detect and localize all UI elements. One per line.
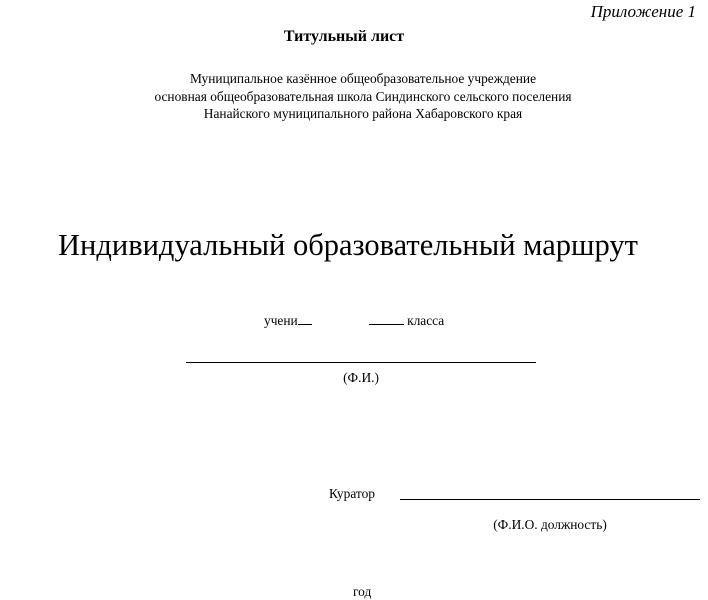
student-prefix: учени [264,313,298,328]
fio-caption: (Ф.И.) [343,370,379,385]
curator-label: Куратор [329,486,375,501]
student-class-line [264,312,444,327]
class-suffix: класса [407,313,445,328]
class-number-blank [369,312,404,325]
institution-line-2: основная общеобразовательная школа Синдинского сельского поселения [154,88,572,104]
institution-line-3: Нанайского муниципального района Хабаровского края [203,106,523,121]
title-sheet-heading: Титульный лист [283,28,405,45]
appendix-label: Приложение 1 [590,2,696,21]
year-label: год [353,584,372,599]
institution-block [0,70,708,123]
institution-line-1: Муниципальное казённое общеобразовательное учреждение [189,71,537,86]
student-ending-blank [298,312,312,325]
curator-blank-line [400,499,700,500]
curator-caption: (Ф.И.О. должность) [493,517,607,532]
route-title: Индивидуальный образовательный маршрут [58,228,638,262]
fio-blank-line [186,362,536,363]
